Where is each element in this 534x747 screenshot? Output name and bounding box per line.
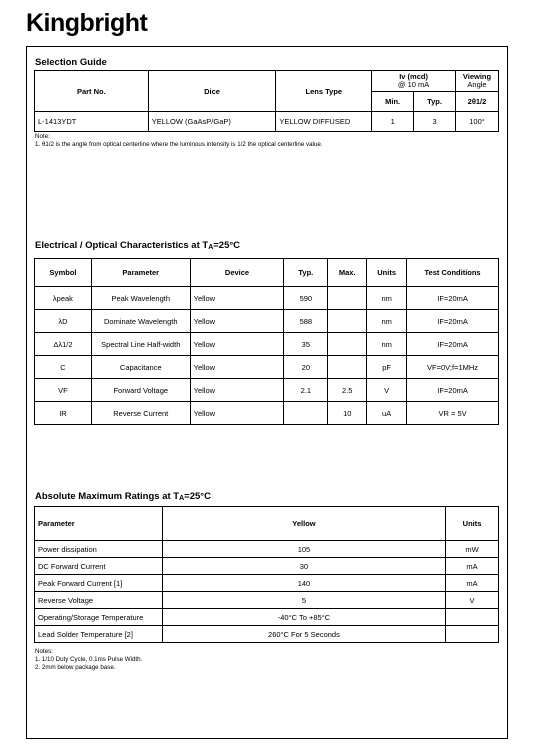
electrical-cell-symbol: IR [35,402,92,425]
header-viewing [455,71,498,92]
electrical-cell-units: pF [367,356,407,379]
electrical-cell-device: Yellow [190,310,284,333]
absolute-cell-parameter: DC Forward Current [35,558,163,575]
absolute-cell-value: 105 [162,541,445,558]
header-iv-line1: Iv (mcd) [399,72,428,81]
table-row [35,402,499,425]
absolute-note-2: 2. 2mm below package base. [35,664,116,671]
absolute-cell-parameter: Operating/Storage Temperature [35,609,163,626]
absolute-cell-units: mW [446,541,499,558]
electrical-header: Typ. [284,259,328,287]
electrical-title-prefix: Electrical / Optical Characteristics at T [35,240,209,251]
absolute-cell-value: 5 [162,592,445,609]
table-row [35,356,499,379]
electrical-cell-cond: IF=20mA [407,379,499,402]
electrical-cell-cond: IF=20mA [407,310,499,333]
electrical-cell-units: uA [367,402,407,425]
header-part-no: Part No. [35,71,149,112]
electrical-cell-parameter: Reverse Current [91,402,190,425]
electrical-cell-symbol: λD [35,310,92,333]
absolute-notes-title: Notes: [35,648,53,655]
electrical-cell-typ: 20 [284,356,328,379]
table-row [35,592,499,609]
absolute-title-sub: A [179,495,185,502]
absolute-notes [35,648,142,672]
selection-note-title: Note: [35,133,50,140]
absolute-title [35,491,211,502]
electrical-cell-device: Yellow [190,402,284,425]
absolute-cell-units: mA [446,558,499,575]
selection-guide-title: Selection Guide [35,57,107,68]
electrical-title-suffix: =25°C [213,240,241,251]
electrical-cell-parameter: Peak Wavelength [91,287,190,310]
table-row [35,310,499,333]
electrical-cell-units: V [367,379,407,402]
absolute-title-suffix: =25°C [184,491,211,502]
header-viewing-line2: Angle [467,80,487,89]
cell-lens-type: YELLOW DIFFUSED [276,112,372,132]
electrical-title [35,240,240,251]
absolute-cell-units [446,626,499,643]
header-lens-type: Lens Type [276,71,372,112]
absolute-cell-parameter: Peak Forward Current [1] [35,575,163,592]
electrical-header: Parameter [91,259,190,287]
absolute-cell-value: 260°C For 5 Seconds [162,626,445,643]
electrical-cell-units: nm [367,287,407,310]
electrical-cell-parameter: Dominate Wavelength [91,310,190,333]
header-viewing-line1: Viewing [462,72,492,81]
header-theta: 2θ1/2 [455,92,498,112]
selection-notes [35,133,323,149]
cell-angle: 100° [455,112,498,132]
table-row [35,541,499,558]
electrical-cell-typ: 590 [284,287,328,310]
electrical-cell-symbol: C [35,356,92,379]
cell-dice: YELLOW (GaAsP/GaP) [148,112,276,132]
electrical-cell-symbol: λpeak [35,287,92,310]
electrical-cell-cond: IF=20mA [407,333,499,356]
electrical-cell-max: 2.5 [328,379,367,402]
electrical-cell-parameter: Capacitance [91,356,190,379]
absolute-cell-units [446,609,499,626]
electrical-cell-cond: IF=20mA [407,287,499,310]
table-row [35,333,499,356]
absolute-cell-units: mA [446,575,499,592]
electrical-header: Device [190,259,284,287]
selection-note-1: 1. θ1/2 is the angle from optical centerline where the luminous intensity is 1/2 the optical centerline value. [35,141,323,148]
electrical-cell-device: Yellow [190,287,284,310]
electrical-cell-symbol: Δλ1/2 [35,333,92,356]
electrical-cell-units: nm [367,333,407,356]
electrical-cell-typ: 2.1 [284,379,328,402]
table-row [35,626,499,643]
electrical-cell-device: Yellow [190,333,284,356]
electrical-cell-cond: VF=0V;f=1MHz [407,356,499,379]
electrical-table [34,258,499,425]
electrical-cell-max [328,310,367,333]
electrical-title-sub: A [208,244,214,251]
electrical-cell-device: Yellow [190,379,284,402]
electrical-cell-max [328,356,367,379]
table-row [35,287,499,310]
absolute-cell-value: 30 [162,558,445,575]
header-typ: Typ. [414,92,456,112]
electrical-cell-max [328,287,367,310]
electrical-cell-cond: VR = 5V [407,402,499,425]
electrical-cell-parameter: Forward Voltage [91,379,190,402]
electrical-header: Test Conditions [407,259,499,287]
brand-logo: Kingbright [26,9,148,37]
electrical-cell-max: 10 [328,402,367,425]
cell-part-no: L-1413YDT [35,112,149,132]
header-min: Min. [372,92,414,112]
table-row [35,379,499,402]
absolute-cell-parameter: Reverse Voltage [35,592,163,609]
electrical-cell-typ: 35 [284,333,328,356]
electrical-header: Units [367,259,407,287]
absolute-cell-value: -40°C To +85°C [162,609,445,626]
cell-min: 1 [372,112,414,132]
table-row [35,575,499,592]
electrical-cell-symbol: VF [35,379,92,402]
electrical-header: Max. [328,259,367,287]
absolute-header: Units [446,507,499,541]
electrical-cell-device: Yellow [190,356,284,379]
header-iv [372,71,456,92]
cell-typ: 3 [414,112,456,132]
electrical-cell-parameter: Spectral Line Half-width [91,333,190,356]
table-row [35,558,499,575]
header-iv-line2: @ 10 mA [397,80,430,89]
electrical-cell-units: nm [367,310,407,333]
absolute-header: Parameter [35,507,163,541]
electrical-cell-max [328,333,367,356]
absolute-table [34,506,499,643]
absolute-header: Yellow [162,507,445,541]
absolute-title-prefix: Absolute Maximum Ratings at T [35,491,180,502]
selection-guide-table [34,70,499,132]
absolute-cell-parameter: Power dissipation [35,541,163,558]
table-row [35,609,499,626]
electrical-cell-typ: 588 [284,310,328,333]
absolute-cell-units: V [446,592,499,609]
table-row [35,112,499,132]
header-dice: Dice [148,71,276,112]
absolute-cell-parameter: Lead Solder Temperature [2] [35,626,163,643]
electrical-header: Symbol [35,259,92,287]
electrical-cell-typ [284,402,328,425]
absolute-note-1: 1. 1/10 Duty Cycle, 0.1ms Pulse Width. [35,656,143,663]
absolute-cell-value: 140 [162,575,445,592]
